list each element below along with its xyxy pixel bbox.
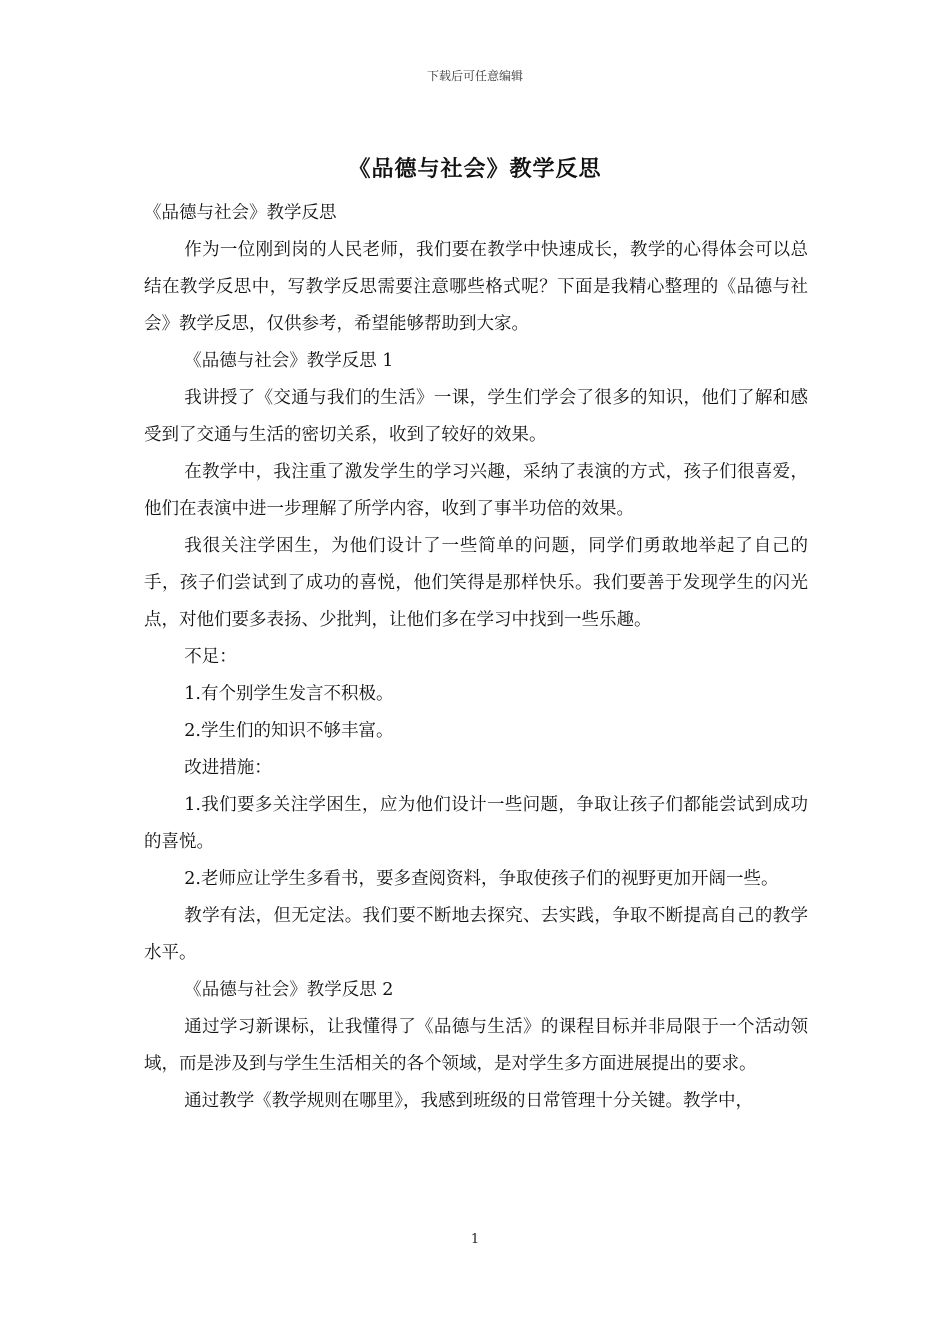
section-heading-1: 《品德与社会》教学反思 1	[184, 351, 394, 371]
list-item: 1.我们要多关注学困生，应为他们设计一些问题，争取让孩子们都能尝试到成功的喜悦。	[144, 795, 808, 852]
paragraph: 在教学中，我注重了激发学生的学习兴趣，采纳了表演的方式，孩子们很喜爱，他们在表演中进一步理解了所学内容，收到了事半功倍的效果。	[144, 462, 808, 519]
shortcomings-heading: 不足：	[184, 647, 237, 667]
paragraph: 我很关注学困生，为他们设计了一些简单的问题，同学们勇敢地举起了自己的手，孩子们尝试到了成功的喜悦，他们笑得是那样快乐。我们要善于发现学生的闪光点，对他们要多表扬、少批判，让他们多在学习中找到一些乐趣。	[144, 536, 808, 630]
paragraph-subtitle: 《品德与社会》教学反思	[144, 203, 337, 223]
paragraph: 通过学习新课标，让我懂得了《品德与生活》的课程目标并非局限于一个活动领域，而是涉及到与学生生活相关的各个领域，是对学生多方面进展提出的要求。	[144, 1017, 808, 1074]
section-heading-2: 《品德与社会》教学反思 2	[184, 980, 394, 1000]
list-item: 1.有个别学生发言不积极。	[184, 684, 394, 704]
paragraph-intro: 作为一位刚到岗的人民老师，我们要在教学中快速成长，教学的心得体会可以总结在教学反思中，写教学反思需要注意哪些格式呢？下面是我精心整理的《品德与社会》教学反思，仅供参考，希望能够帮助到大家。	[144, 240, 808, 334]
list-item: 2.学生们的知识不够丰富。	[184, 721, 394, 741]
paragraph: 我讲授了《交通与我们的生活》一课，学生们学会了很多的知识，他们了解和感受到了交通与生活的密切关系，收到了较好的效果。	[144, 388, 808, 445]
paragraph: 通过教学《教学规则在哪里》，我感到班级的日常管理十分关键。教学中，	[184, 1091, 753, 1111]
document-title: 《品德与社会》教学反思	[348, 157, 602, 182]
header-note: 下载后可任意编辑	[426, 69, 523, 83]
paragraph: 教学有法，但无定法。我们要不断地去探究、去实践，争取不断提高自己的教学水平。	[144, 906, 808, 963]
document-body	[144, 195, 808, 1120]
page-number: 1	[470, 1232, 480, 1247]
list-item: 2.老师应让学生多看书，要多查阅资料，争取使孩子们的视野更加开阔一些。	[184, 869, 779, 889]
improvements-heading: 改进措施：	[184, 758, 272, 778]
